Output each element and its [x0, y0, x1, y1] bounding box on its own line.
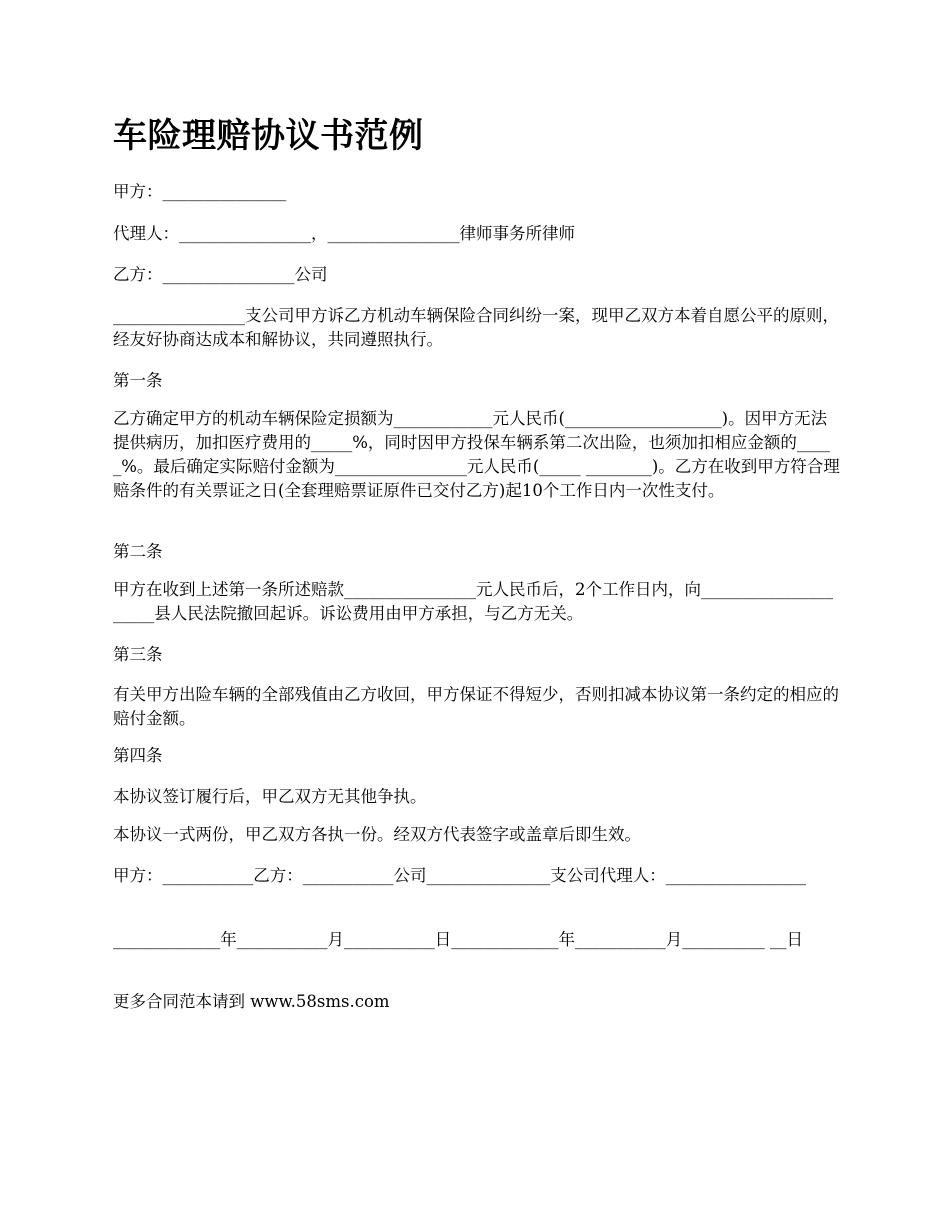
article-3-heading: 第三条: [113, 645, 163, 664]
article-2-heading: 第二条: [113, 542, 163, 561]
article-2-body: 甲方在收到上述第一条所述赔款________________元人民币后，2个工作日内，向_____________________县人民法院撤回起诉。诉讼费用由甲方承担，与乙方无关。: [113, 580, 833, 623]
copies-clause: 本协议一式两份，甲乙双方各执一份。经双方代表签字或盖章后即生效。: [113, 825, 641, 844]
signature-line: 甲方：___________乙方：___________公司_______________支公司代理人：_________________: [113, 866, 806, 885]
article-4-heading: 第四条: [113, 746, 163, 765]
party-b-line: 乙方：________________公司: [113, 265, 328, 284]
article-1-body: 乙方确定甲方的机动车辆保险定损额为____________元人民币(___________________)。因甲方无法提供病历，加扣医疗费用的_____%，同时因甲方投保车辆系第二次出险，也须加扣相应金额的_____%。最后确定实际赔付金额为________________元人民币(_____ ________)。乙方在收到甲方符合理赔条件的有关票证之日(全套理赔票证原件已交付乙方)起10个工作日内一次性支付。: [113, 409, 840, 500]
article-3-body: 有关甲方出险车辆的全部残值由乙方收回，甲方保证不得短少，否则扣减本协议第一条约定的相应的赔付金额。: [113, 685, 839, 728]
date-line: _____________年___________月___________日_____________年___________月__________ __日: [113, 930, 803, 949]
intro-paragraph: ________________支公司甲方诉乙方机动车辆保险合同纠纷一案，现甲乙双方本着自愿公平的原则，经友好协商达成本和解协议，共同遵照执行。: [113, 306, 839, 349]
agent-line: 代理人：________________，________________律师事务所律师: [113, 224, 575, 243]
document-title: 车险理赔协议书范例: [113, 116, 424, 156]
party-a-line: 甲方：_______________: [113, 182, 287, 201]
footer-link-text: 更多合同范本请到 www.58sms.com: [113, 992, 390, 1011]
article-1-heading: 第一条: [113, 371, 163, 390]
article-4-body: 本协议签订履行后，甲乙双方无其他争执。: [113, 787, 427, 806]
